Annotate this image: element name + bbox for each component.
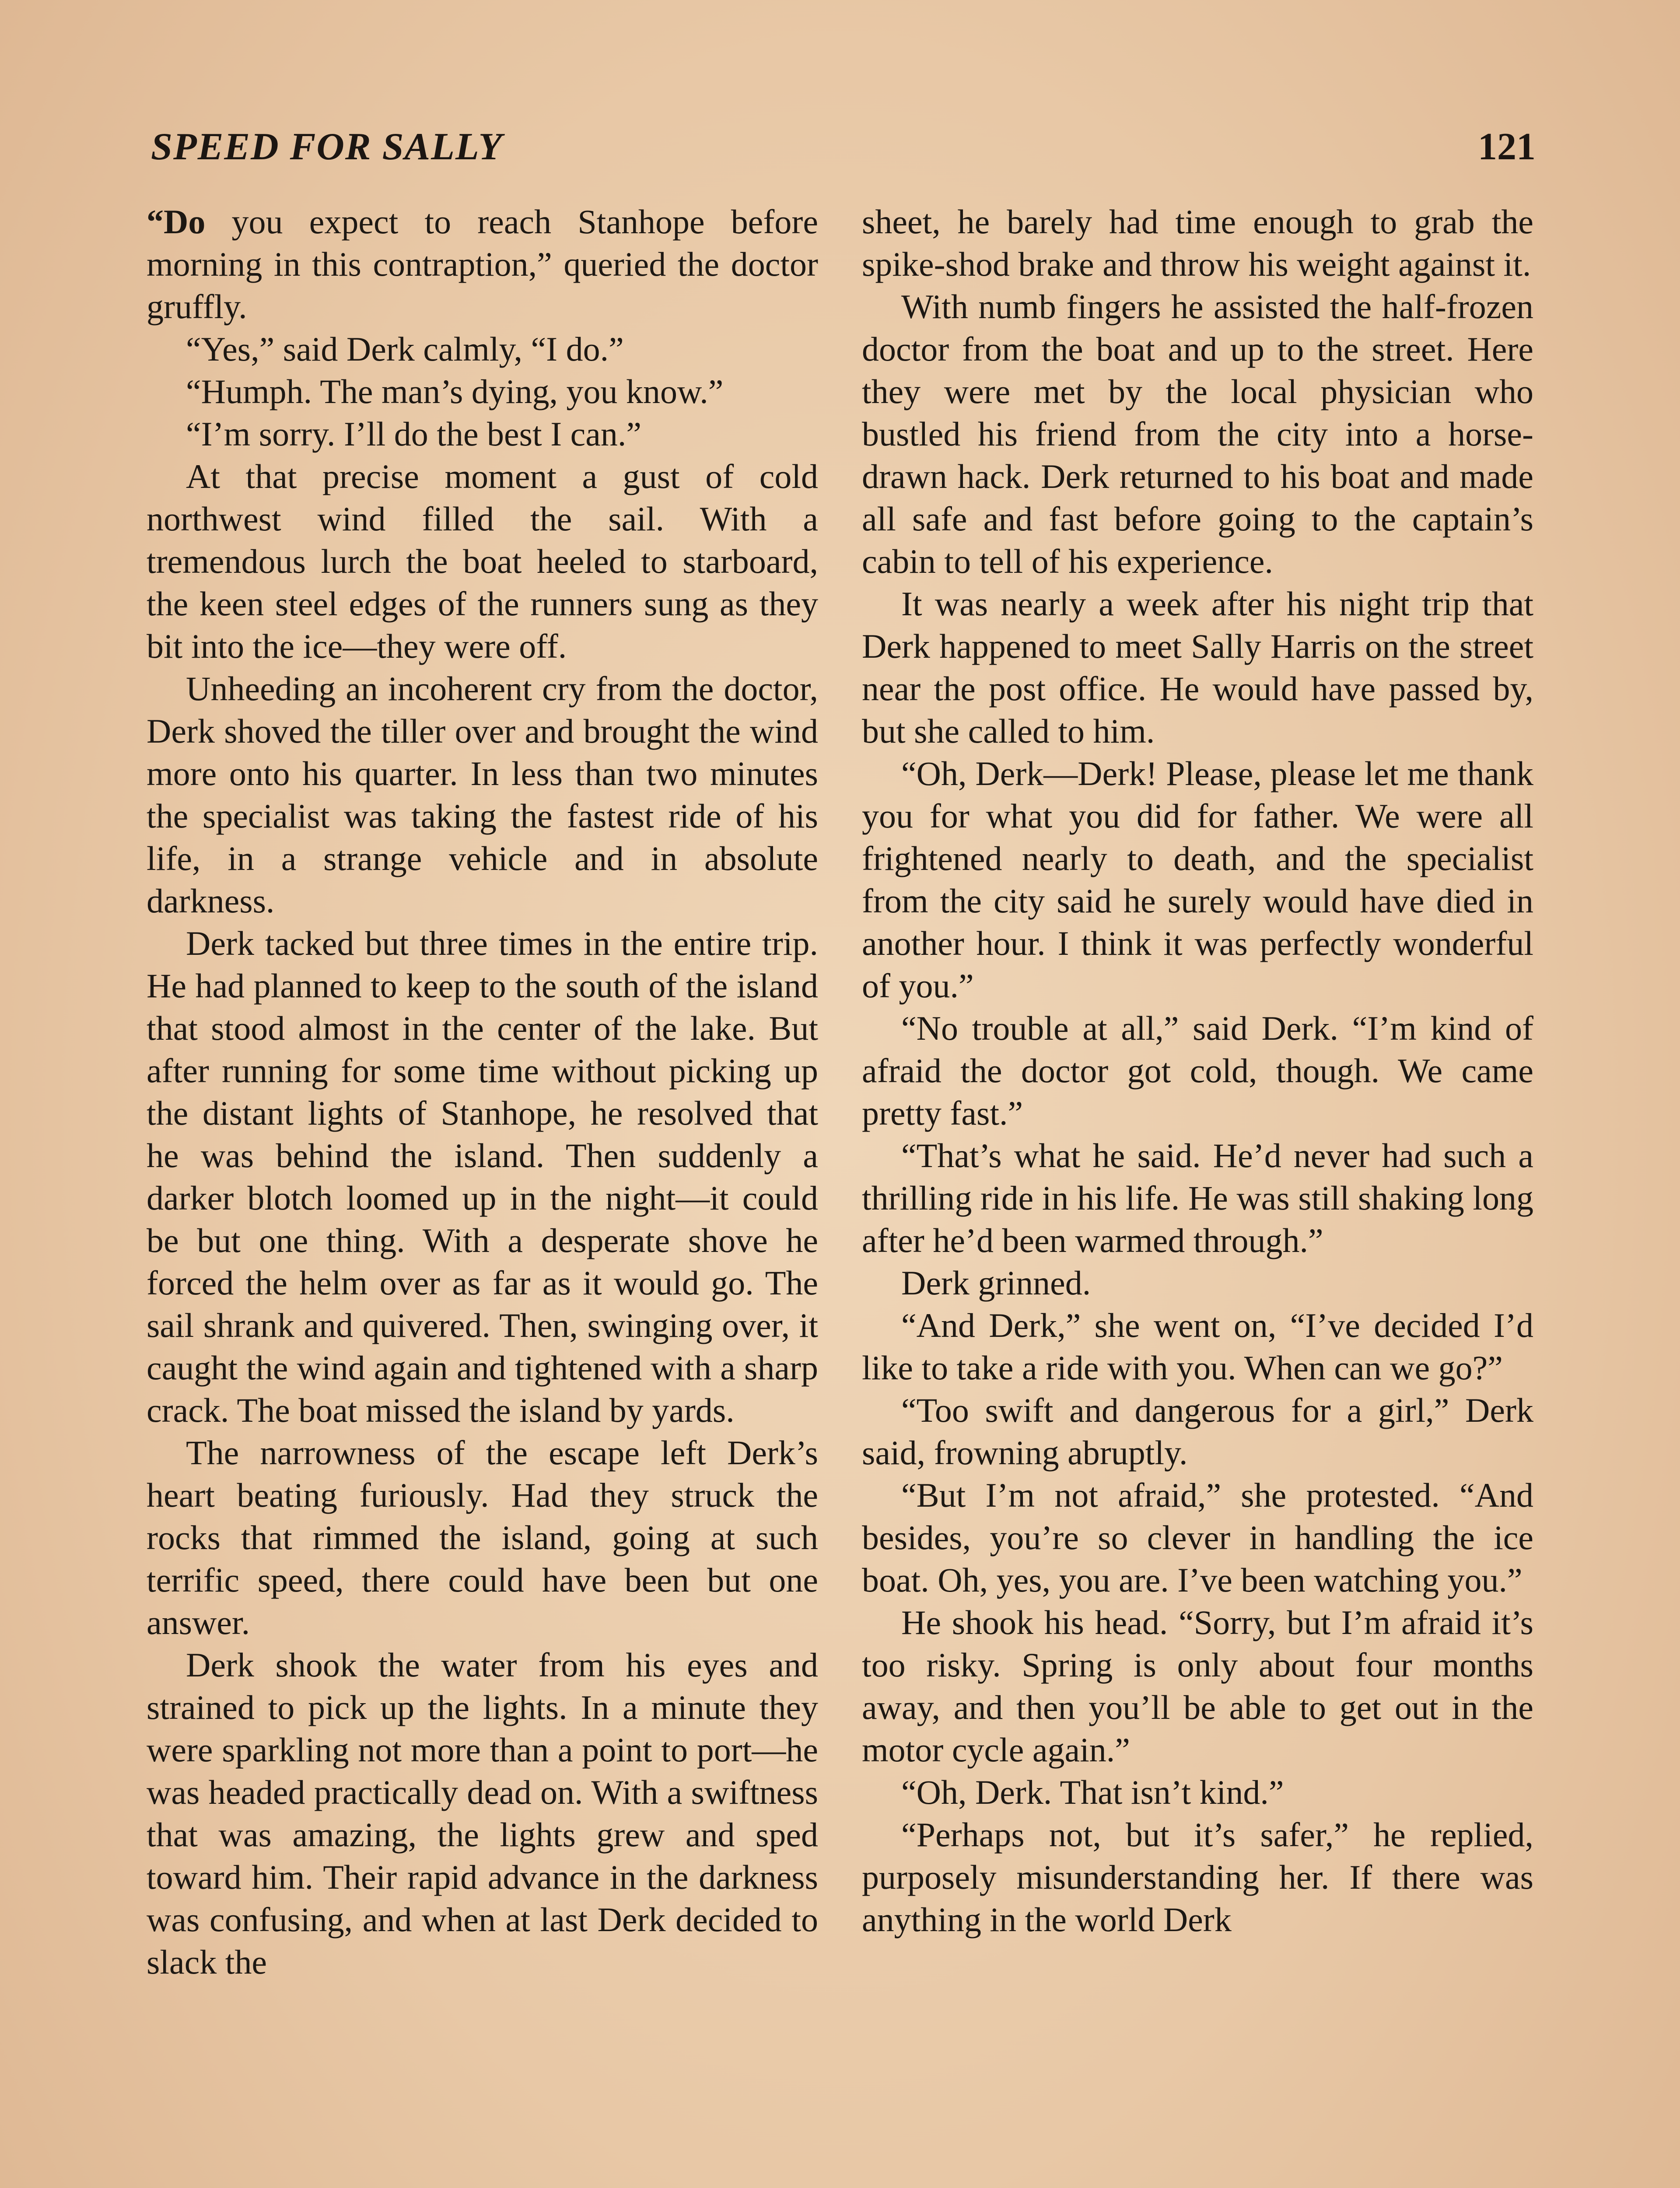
left-text-column — [147, 200, 818, 1983]
running-head — [151, 125, 1536, 173]
paragraph — [862, 752, 1533, 1007]
page-number: 121 — [1478, 126, 1536, 168]
paragraph-text: It was nearly a week after his night trip that Derk happened to meet Sally Harris on the street near the post office. He would have passed by, but she called to him. — [862, 585, 1533, 750]
paragraph — [147, 413, 818, 455]
paragraph-text: “And Derk,” she went on, “I’ve decided I’d like to take a ride with you. When can we go?” — [862, 1306, 1533, 1387]
paragraph-text: “Oh, Derk. That isn’t kind.” — [901, 1773, 1284, 1811]
paragraph-text: “No trouble at all,” said Derk. “I’m kind of afraid the doctor got cold, though. We came pretty fast.” — [862, 1009, 1533, 1132]
paragraph — [862, 1601, 1533, 1771]
paragraph — [862, 1474, 1533, 1601]
story-title: SPEED FOR SALLY — [151, 126, 503, 168]
paragraph — [862, 1262, 1533, 1304]
paragraph — [862, 1304, 1533, 1389]
paragraph-text: “Oh, Derk—Derk! Please, please let me thank you for what you did for father. We were all frightened nearly to death, and the specialist from the city said he surely would have died in another hour. I think it was perfectly wonderful of you.” — [862, 754, 1533, 1005]
paragraph — [147, 455, 818, 667]
paragraph — [862, 1771, 1533, 1813]
right-text-column — [862, 200, 1533, 1941]
paragraph — [862, 582, 1533, 752]
paragraph-text: Derk shook the water from his eyes and strained to pick up the lights. In a minute they were sparkling not more than a point to port—he was headed practically dead on. With a swiftness that was amazing, the lights grew and sped toward him. Their rapid advance in the darkness was confusing, and when at last Derk decided to slack the — [147, 1646, 818, 1981]
paragraph-lead: “Do — [147, 203, 206, 241]
paragraph — [147, 328, 818, 370]
paragraph-text: “But I’m not afraid,” she protested. “And besides, you’re so clever in handling the ice boat. Oh, yes, you are. I’ve been watching you.” — [862, 1476, 1533, 1599]
paragraph-text: Derk tacked but three times in the entire trip. He had planned to keep to the south of the island that stood almost in the center of the lake. But after running for some time without picking up the distant lights of Stanhope, he resolved that he was behind the island. Then suddenly a darker blotch loomed up in the night—it could be but one thing. With a desperate shove he forced the helm over as far as it would go. The sail shrank and quivered. Then, swinging over, it caught the wind again and tightened with a sharp crack. The boat missed the island by yards. — [147, 924, 818, 1429]
paragraph-text: “Humph. The man’s dying, you know.” — [186, 372, 724, 410]
paragraph — [862, 200, 1533, 285]
paragraph-text: The narrowness of the escape left Derk’s heart beating furiously. Had they struck the rocks that rimmed the island, going at such terrific speed, there could have been but one answer. — [147, 1434, 818, 1641]
paragraph — [862, 285, 1533, 582]
paragraph — [147, 200, 818, 328]
paragraph-text: “Too swift and dangerous for a girl,” Derk said, frowning abruptly. — [862, 1391, 1533, 1472]
paragraph-text: sheet, he barely had time enough to grab the spike-shod brake and throw his weight against it. — [862, 203, 1533, 283]
paragraph-text: He shook his head. “Sorry, but I’m afraid it’s too risky. Spring is only about four months away, and then you’ll be able to get out in the motor cycle again.” — [862, 1603, 1533, 1769]
paragraph — [147, 667, 818, 922]
paragraph — [862, 1813, 1533, 1941]
paragraph-text: “Yes,” said Derk calmly, “I do.” — [186, 330, 624, 368]
paragraph — [147, 922, 818, 1431]
paragraph — [862, 1389, 1533, 1474]
paragraph-text: Derk grinned. — [901, 1264, 1091, 1302]
paragraph-text: “That’s what he said. He’d never had such a thrilling ride in his life. He was still shaking long after he’d been warmed through.” — [862, 1136, 1533, 1259]
paragraph-text: Unheeding an incoherent cry from the doctor, Derk shoved the tiller over and brought the wind more onto his quarter. In less than two minutes the specialist was taking the fastest ride of his life, in a strange vehicle and in absolute darkness. — [147, 670, 818, 920]
paragraph-text: At that precise moment a gust of cold northwest wind filled the sail. With a tremendous lurch the boat heeled to starboard, the keen steel edges of the runners sung as they bit into the ice—they were off. — [147, 457, 818, 665]
paragraph-text: “Perhaps not, but it’s safer,” he replied, purposely misunderstanding her. If there was anything in the world Derk — [862, 1816, 1533, 1939]
paragraph-text: “I’m sorry. I’ll do the best I can.” — [186, 415, 642, 453]
paragraph — [147, 1644, 818, 1983]
paragraph — [862, 1134, 1533, 1262]
paragraph-text: you expect to reach Stanhope before morning in this contraption,” queried the doctor gruffly. — [147, 203, 818, 326]
paragraph — [147, 370, 818, 413]
paragraph-text: With numb fingers he assisted the half-frozen doctor from the boat and up to the street. Here they were met by the local physician who bustled his friend from the city into a horse-drawn hack. Derk returned to his boat and made all safe and fast before going to the captain’s cabin to tell of his experience. — [862, 288, 1533, 580]
paragraph — [147, 1431, 818, 1644]
paragraph — [862, 1007, 1533, 1134]
